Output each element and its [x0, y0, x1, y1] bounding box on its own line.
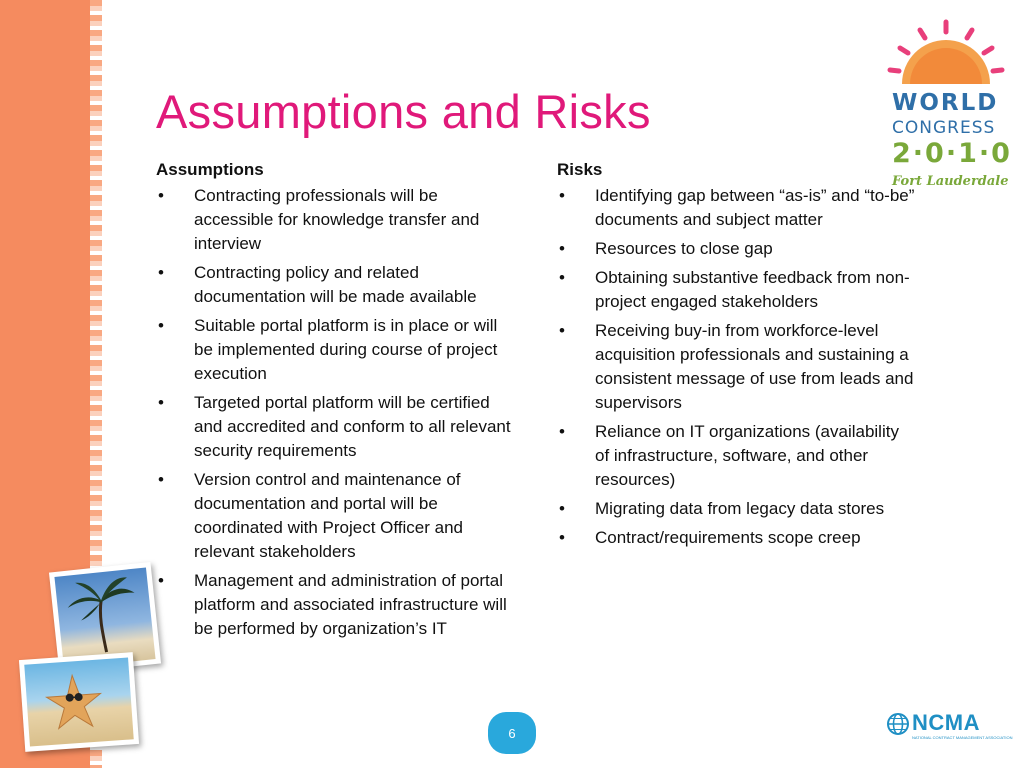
- bullet-icon: •: [559, 268, 565, 287]
- list-item: [156, 184, 516, 256]
- list-item: [557, 526, 917, 550]
- logo-city-text: Fort Lauderdale: [892, 174, 1009, 189]
- list-item-text: Migrating data from legacy data stores: [595, 499, 885, 518]
- assumptions-list: [156, 184, 516, 641]
- risks-list: [557, 184, 917, 550]
- assumptions-column: [156, 160, 516, 646]
- palm-tree-icon: [54, 568, 144, 658]
- list-item-text: Targeted portal platform will be certified and accredited and conform to all relevant security requirements: [194, 393, 511, 460]
- bullet-icon: •: [158, 393, 164, 412]
- globe-icon: [886, 712, 910, 736]
- list-item-text: Management and administration of portal platform and associated infrastructure will be performed by organization’s IT: [194, 571, 507, 638]
- list-item: [557, 237, 917, 261]
- assumptions-heading: Assumptions: [156, 160, 264, 179]
- list-item-text: Receiving buy-in from workforce-level acquisition professionals and sustaining a consistent message of use from leads and supervisors: [595, 321, 914, 412]
- risks-column: [557, 160, 917, 555]
- ncma-name: NCMA: [912, 710, 980, 735]
- starfish-icon: [24, 658, 123, 736]
- bullet-icon: •: [158, 470, 164, 489]
- bullet-icon: •: [158, 316, 164, 335]
- logo-congress-text: CONGRESS: [892, 118, 996, 138]
- list-item: [156, 569, 516, 641]
- risks-heading: Risks: [557, 160, 603, 179]
- list-item-text: Obtaining substantive feedback from non-project engaged stakeholders: [595, 268, 910, 311]
- bullet-icon: •: [559, 239, 565, 258]
- bullet-icon: •: [559, 422, 565, 441]
- starfish-beach-photo: [19, 652, 139, 752]
- bullet-icon: •: [559, 499, 565, 518]
- list-item-text: Version control and maintenance of documentation and portal will be coordinated with Project Officer and relevant stakeholders: [194, 470, 463, 561]
- list-item-text: Identifying gap between “as-is” and “to-be” documents and subject matter: [595, 186, 915, 229]
- list-item: [557, 184, 917, 232]
- list-item: [156, 261, 516, 309]
- world-congress-logo: [880, 18, 1010, 208]
- list-item: [557, 266, 917, 314]
- logo-year-text: 2·0·1·0: [892, 138, 1012, 169]
- bullet-icon: •: [559, 528, 565, 547]
- list-item-text: Resources to close gap: [595, 239, 773, 258]
- bullet-icon: •: [559, 321, 565, 340]
- bullet-icon: •: [158, 263, 164, 282]
- list-item: [557, 319, 917, 415]
- list-item-text: Contracting professionals will be accessible for knowledge transfer and interview: [194, 186, 480, 253]
- sunrise-icon: [880, 18, 1010, 90]
- list-item-text: Reliance on IT organizations (availability of infrastructure, software, and other resources): [595, 422, 899, 489]
- page-number-badge: 6: [488, 712, 536, 754]
- list-item: [156, 391, 516, 463]
- list-item-text: Suitable portal platform is in place or will be implemented during course of project execution: [194, 316, 498, 383]
- logo-world-text: WORLD: [892, 90, 999, 116]
- bullet-icon: •: [158, 571, 164, 590]
- list-item: [156, 314, 516, 386]
- list-item-text: Contract/requirements scope creep: [595, 528, 861, 547]
- list-item: [557, 420, 917, 492]
- list-item-text: Contracting policy and related documentation will be made available: [194, 263, 477, 306]
- ncma-tagline: NATIONAL CONTRACT MANAGEMENT ASSOCIATION: [912, 735, 1013, 740]
- bullet-icon: •: [158, 186, 164, 205]
- ncma-logo: [886, 706, 1013, 746]
- slide-title: Assumptions and Risks: [156, 85, 651, 138]
- list-item: [156, 468, 516, 564]
- bullet-icon: •: [559, 186, 565, 205]
- list-item: [557, 497, 917, 521]
